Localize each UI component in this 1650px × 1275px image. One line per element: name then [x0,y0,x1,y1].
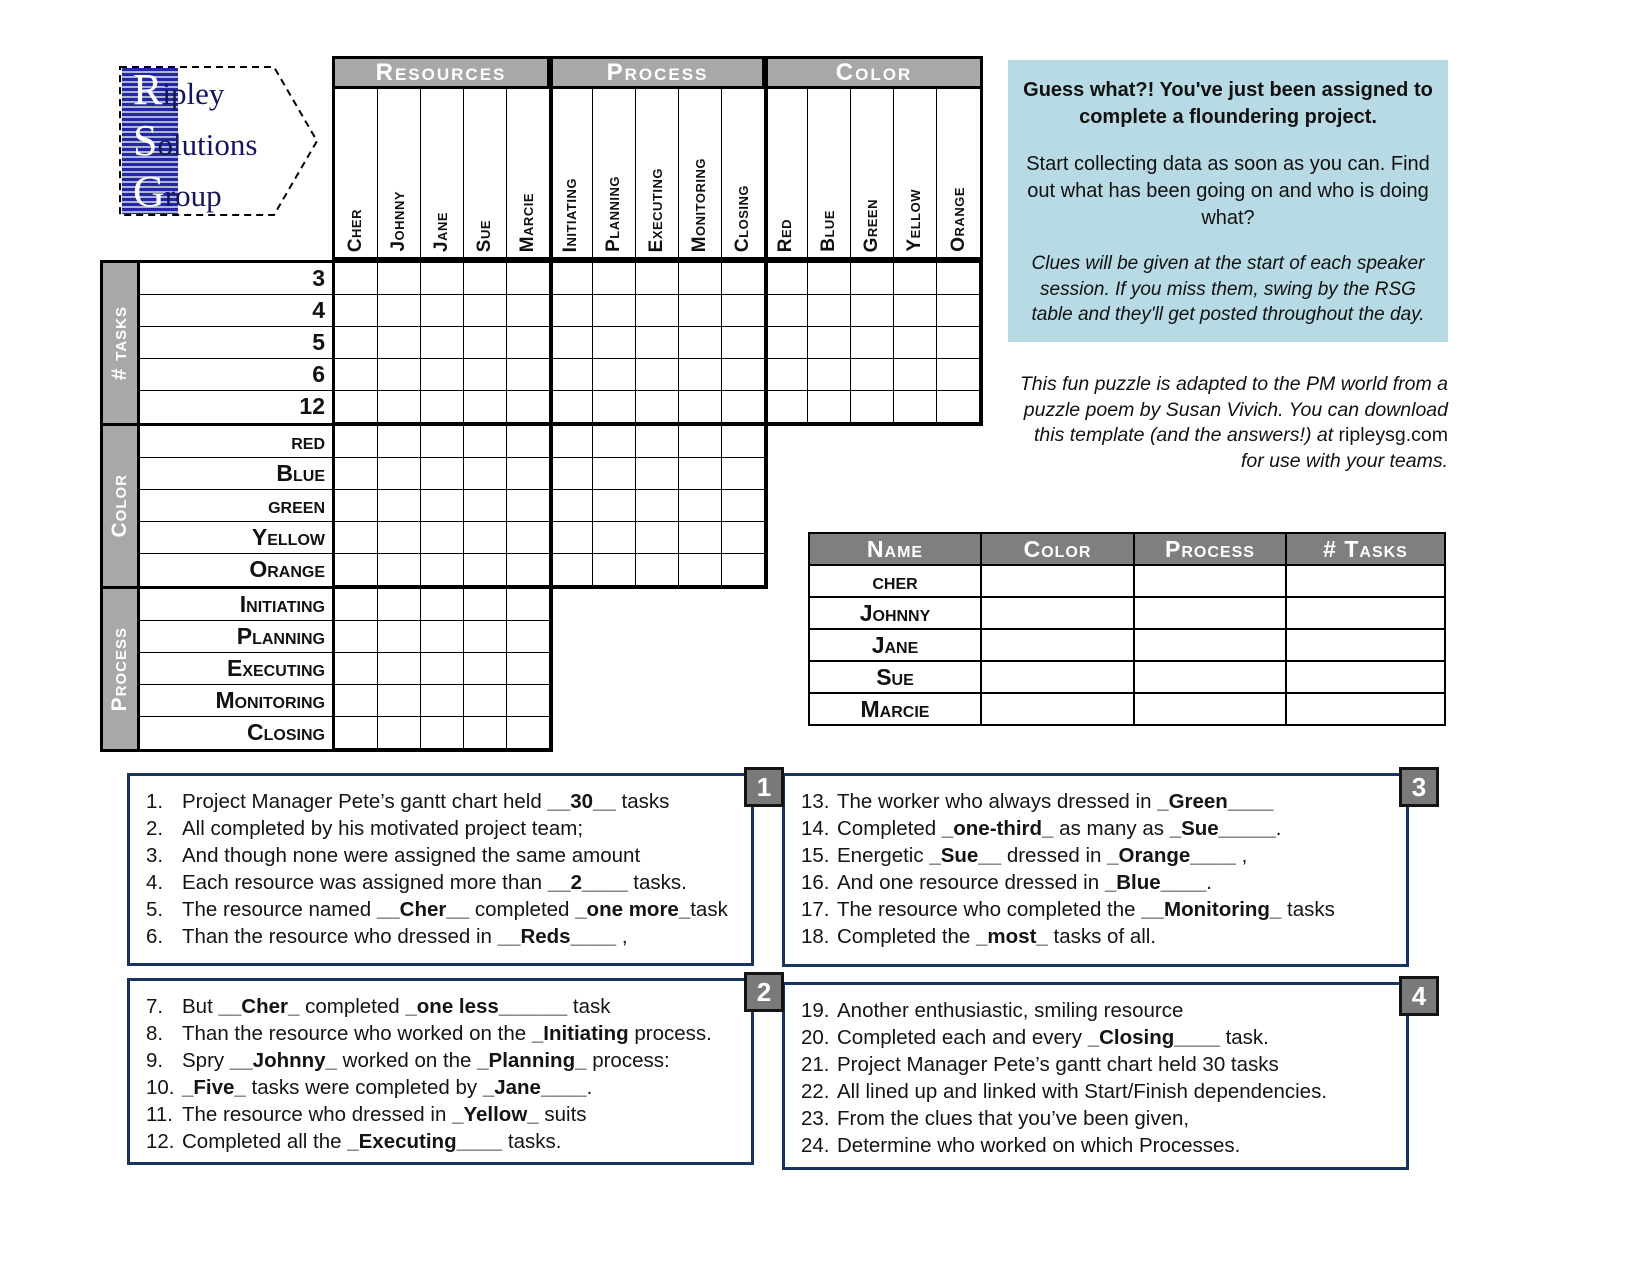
row-group-bar-tasks [100,260,140,426]
column-label-cell [679,89,722,257]
column-label: Marcie [517,192,538,252]
row-label: red [140,426,332,458]
clue-item [801,997,1398,1024]
clue-item [801,1051,1398,1078]
row-label: Initiating [140,589,332,621]
clue-number: 20. [801,1026,830,1049]
answer-name: Jane [809,629,981,661]
announcement-note: Clues will be given at the start of each speaker session. If you miss them, swing by the RSG table and they'll get posted throughout the day. [1031,253,1425,326]
row-label: Blue [140,458,332,490]
answer-table-header-row [809,533,1445,565]
row-group-label: Color [108,474,131,538]
rsg-logo [118,64,320,218]
answer-cell[interactable] [1134,693,1286,725]
grid-header-color: Color [765,56,983,89]
clue-text: Completed all the _Executing____ tasks. [182,1130,562,1153]
grid-block-separator [550,86,553,752]
clue-number: 5. [146,898,164,921]
row-label: 6 [140,359,332,391]
answer-row [809,565,1445,597]
clue-item [146,1074,743,1101]
logo-line [133,66,257,117]
clue-text: _Five_ tasks were completed by _Jane____. [182,1076,593,1099]
column-label: Closing [732,184,753,252]
credit-text: This fun puzzle is adapted to the PM world from a puzzle poem by Susan Vivich. You can download this template (and the answers!) at [1019,373,1448,447]
answer-cell[interactable] [1286,693,1445,725]
answer-header-tasks: # Tasks [1286,533,1445,565]
answer-cell[interactable] [981,629,1134,661]
clue-number: 11. [146,1103,173,1126]
clue-item [801,788,1398,815]
answer-name: Marcie [809,693,981,725]
clue-item [801,896,1398,923]
clue-text: The resource who dressed in _Yellow_ suits [182,1103,587,1126]
clue-number: 12. [146,1130,175,1153]
clue-text: Project Manager Pete’s gantt chart held 30 tasks [837,1053,1279,1076]
clue-text: Completed the _most_ tasks of all. [837,925,1157,948]
credit-note [1015,372,1448,475]
clue-number: 16. [801,871,830,894]
clue-item [146,993,743,1020]
column-label: Initiating [560,177,581,252]
clue-text: Than the resource who dressed in __Reds____ , [182,925,628,948]
row-label: Executing [140,653,332,685]
clue-text: Completed _one-third_ as many as _Sue_____. [837,817,1282,840]
clue-item [801,815,1398,842]
answer-cell[interactable] [1286,629,1445,661]
clue-item [146,1047,743,1074]
clue-text: Each resource was assigned more than __2____ tasks. [182,871,687,894]
clue-text: The resource who completed the __Monitoring_ tasks [837,898,1335,921]
announcement-box [1008,60,1448,342]
answer-cell[interactable] [1134,661,1286,693]
clue-box-2 [127,978,754,1165]
clue-item [146,896,743,923]
logo-word-rest: roup [164,178,222,213]
column-label-cell [507,89,550,257]
column-label-cell [335,89,378,257]
answer-header-color: Color [981,533,1134,565]
clue-number: 15. [801,844,830,867]
column-label-cell [937,89,980,257]
clue-item [146,815,743,842]
clue-text: From the clues that you’ve been given, [837,1107,1190,1130]
column-label: Planning [603,176,624,252]
answer-cell[interactable] [1286,597,1445,629]
answer-name: Sue [809,661,981,693]
clue-item [801,869,1398,896]
answer-cell[interactable] [1286,565,1445,597]
row-label: 4 [140,295,332,327]
clue-item [146,788,743,815]
logo-initial: S [133,116,158,165]
clue-text: Another enthusiastic, smiling resource [837,999,1184,1022]
grid-header-process: Process [550,56,765,89]
grid-header-resources: Resources [332,56,550,89]
clue-number: 21. [801,1053,830,1076]
clue-number: 17. [801,898,830,921]
column-label-cell [464,89,507,257]
answer-cell[interactable] [981,693,1134,725]
column-label-cell [421,89,464,257]
answer-cell[interactable] [981,565,1134,597]
answer-cell[interactable] [981,597,1134,629]
clue-item [146,923,743,950]
logo-line [133,117,257,168]
clue-box-badge-4: 4 [1399,976,1439,1016]
column-label-cell [722,89,765,257]
answer-header-name: Name [809,533,981,565]
column-label: Green [861,198,882,252]
clue-box-badge-2: 2 [744,972,784,1012]
row-label: Yellow [140,522,332,554]
logo-initial: R [133,65,163,114]
clue-item [146,842,743,869]
answer-row [809,597,1445,629]
row-labels-tasks [137,260,335,426]
clue-number: 24. [801,1134,830,1157]
answer-cell[interactable] [981,661,1134,693]
clue-text: All lined up and linked with Start/Finish dependencies. [837,1080,1328,1103]
clue-number: 3. [146,844,164,867]
clue-number: 19. [801,999,830,1022]
column-label: Monitoring [689,157,710,252]
column-label-cell [636,89,679,257]
clue-text: Determine who worked on which Processes. [837,1134,1241,1157]
clue-number: 14. [801,817,830,840]
logo-word-rest: olutions [157,127,258,162]
clue-text: But __Cher_ completed _one less______ task [182,995,611,1018]
answer-row [809,693,1445,725]
clue-item [146,1128,743,1155]
clue-number: 8. [146,1022,164,1045]
logo-line [133,168,257,219]
clue-text: And one resource dressed in _Blue____. [837,871,1212,894]
row-labels-color [137,423,335,589]
clue-item [801,1024,1398,1051]
clue-number: 23. [801,1107,830,1130]
clue-number: 18. [801,925,830,948]
row-labels-process [137,586,335,752]
credit-text: for use with your teams. [1241,450,1448,473]
row-group-bar-color [100,423,140,589]
clue-item [146,1101,743,1128]
answer-row [809,661,1445,693]
answer-cell[interactable] [1286,661,1445,693]
column-label: Blue [818,210,839,252]
clue-number: 9. [146,1049,164,1072]
announcement-heading: Guess what?! You've just been assigned to complete a floundering project. [1023,79,1433,128]
logo-text [133,66,257,219]
column-label-cell [378,89,421,257]
column-label: Orange [947,187,969,252]
clue-item [801,1132,1398,1159]
logo-initial: G [133,167,165,216]
row-group-label: # tasks [108,305,131,381]
column-label: Cher [345,208,366,252]
announcement-body: Start collecting data as soon as you can. Find out what has been going on and who is doing what? [1026,152,1430,229]
answer-cell[interactable] [1134,597,1286,629]
answer-table [808,532,1446,726]
clue-number: 10. [146,1076,175,1099]
clue-box-1 [127,773,754,966]
clue-text: The resource named __Cher__ completed _one more_task [182,898,728,921]
clue-box-3 [782,773,1409,967]
row-label: 5 [140,327,332,359]
answer-cell[interactable] [1134,629,1286,661]
row-label: green [140,490,332,522]
clue-text: Energetic _Sue__ dressed in _Orange____ , [837,844,1248,867]
clue-item [801,1105,1398,1132]
column-label-cell [851,89,894,257]
row-label: Closing [247,719,325,745]
column-label-cell [894,89,937,257]
row-label: Planning [140,621,332,653]
puzzle-cells-process-band[interactable] [332,586,553,752]
clue-box-badge-1: 1 [744,767,784,807]
clue-box-badge-3: 3 [1399,767,1439,807]
clue-item [146,869,743,896]
answer-cell[interactable] [1134,565,1286,597]
clue-text: Than the resource who worked on the _Initiating process. [182,1022,712,1045]
row-label: 3 [140,263,332,295]
column-label-cell [808,89,851,257]
clue-item [801,1078,1398,1105]
column-label: Yellow [904,189,925,252]
column-label-cell [550,89,593,257]
clue-number: 7. [146,995,164,1018]
clue-box-4 [782,982,1409,1170]
clue-text: All completed by his motivated project team; [182,817,584,840]
row-group-bar-process [100,586,140,752]
clue-item [146,1020,743,1047]
clue-number: 22. [801,1080,830,1103]
clue-number: 4. [146,871,164,894]
column-label: Jane [431,211,452,252]
row-group-label: Process [108,626,131,712]
clue-text: Project Manager Pete’s gantt chart held __30__ tasks [182,790,670,813]
clue-number: 13. [801,790,830,813]
column-label: Red [775,218,796,252]
answer-name: cher [809,565,981,597]
credit-website: ripleysg.com [1338,424,1448,447]
column-label-cell [593,89,636,257]
row-label: Monitoring [140,685,332,717]
answer-row [809,629,1445,661]
clue-number: 1. [146,790,164,813]
clue-number: 6. [146,925,164,948]
row-label: Orange [249,556,325,582]
clue-text: Completed each and every _Closing____ task. [837,1026,1269,1049]
column-label: Johnny [388,191,409,252]
grid-block-separator [765,86,768,589]
row-label: 12 [299,393,325,419]
clue-item [801,842,1398,869]
column-label-cell [765,89,808,257]
column-label: Sue [474,219,495,252]
clue-text: And though none were assigned the same amount [182,844,641,867]
grid-column-labels [332,86,983,260]
column-label: Executing [646,167,667,252]
clue-number: 2. [146,817,164,840]
clue-text: Spry __Johnny_ worked on the _Planning_ process: [182,1049,670,1072]
answer-name: Johnny [809,597,981,629]
logo-word-rest: ipley [162,76,225,111]
puzzle-cells-tasks-band[interactable] [332,260,983,426]
clue-item [801,923,1398,950]
answer-header-process: Process [1134,533,1286,565]
clue-text: The worker who always dressed in _Green____ [837,790,1274,813]
